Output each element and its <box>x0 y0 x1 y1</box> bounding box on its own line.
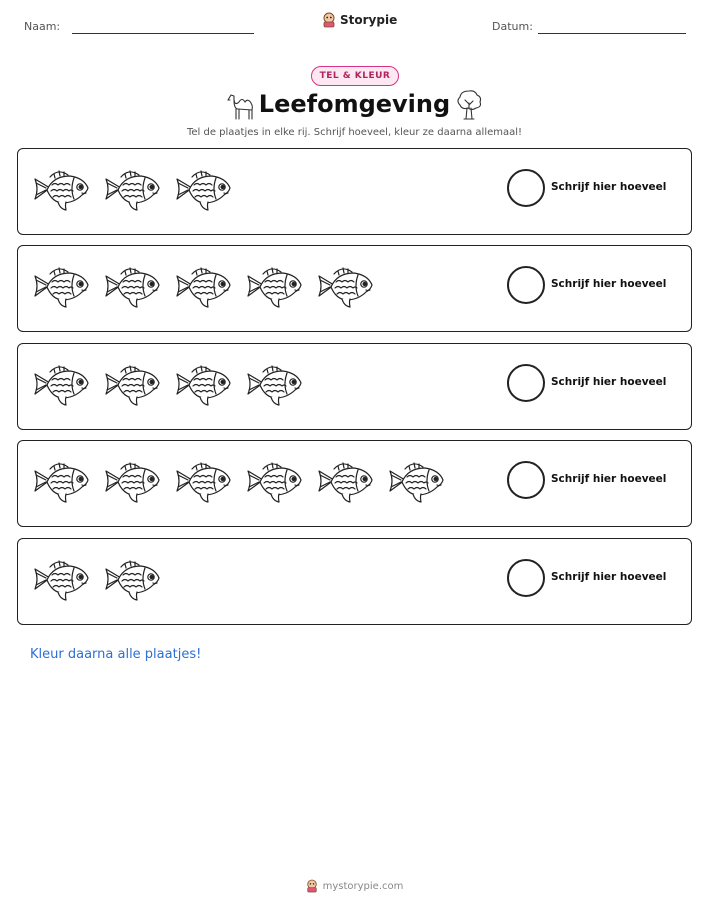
fish-icon <box>243 458 303 506</box>
answer-circle[interactable] <box>507 169 545 207</box>
fish-icon <box>30 263 90 311</box>
fish-icon <box>30 458 90 506</box>
fish-icon <box>101 361 161 409</box>
picture-group <box>30 166 232 214</box>
picture-group <box>30 556 161 604</box>
answer-label: Schrijf hier hoeveel <box>551 473 667 485</box>
fish-icon <box>243 361 303 409</box>
fish-icon <box>101 458 161 506</box>
counting-row <box>17 148 692 235</box>
answer-label: Schrijf hier hoeveel <box>551 571 667 583</box>
fish-icon <box>101 166 161 214</box>
footer-url: mystorypie.com <box>322 880 404 892</box>
answer-circle[interactable] <box>507 559 545 597</box>
storypie-mascot-icon <box>306 879 318 893</box>
fish-icon <box>385 458 445 506</box>
date-line <box>538 33 686 34</box>
category-badge: TEL & KLEUR <box>311 66 399 86</box>
fish-icon <box>101 556 161 604</box>
fish-icon <box>101 263 161 311</box>
instructions: Tel de plaatjes in elke rij. Schrijf hoeveel, kleur ze daarna allemaal! <box>186 127 523 138</box>
counting-row <box>17 245 692 332</box>
page-footer <box>0 879 709 893</box>
picture-group <box>30 458 445 506</box>
name-label: Naam: <box>24 20 61 33</box>
fish-icon <box>314 263 374 311</box>
brand-name: Storypie <box>340 13 398 27</box>
picture-group <box>30 263 374 311</box>
fish-icon <box>314 458 374 506</box>
counting-row <box>17 538 692 625</box>
fish-icon <box>30 361 90 409</box>
fish-icon <box>30 556 90 604</box>
answer-label: Schrijf hier hoeveel <box>551 181 667 193</box>
fish-icon <box>172 263 232 311</box>
tree-icon <box>454 88 484 122</box>
fish-icon <box>172 166 232 214</box>
answer-circle[interactable] <box>507 266 545 304</box>
fish-icon <box>243 263 303 311</box>
brand-logo <box>322 12 397 28</box>
fish-icon <box>172 361 232 409</box>
fish-icon <box>172 458 232 506</box>
worksheet-header <box>0 0 709 50</box>
counting-row <box>17 440 692 527</box>
picture-group <box>30 361 303 409</box>
counting-row <box>17 343 692 430</box>
date-label: Datum: <box>492 20 533 33</box>
title-row <box>0 88 709 128</box>
answer-label: Schrijf hier hoeveel <box>551 376 667 388</box>
name-line <box>72 33 254 34</box>
storypie-mascot-icon <box>322 12 336 28</box>
answer-circle[interactable] <box>507 364 545 402</box>
page-title: Leefomgeving <box>258 90 451 118</box>
coloring-instruction: Kleur daarna alle plaatjes! <box>30 647 202 662</box>
fish-icon <box>30 166 90 214</box>
answer-circle[interactable] <box>507 461 545 499</box>
answer-label: Schrijf hier hoeveel <box>551 278 667 290</box>
